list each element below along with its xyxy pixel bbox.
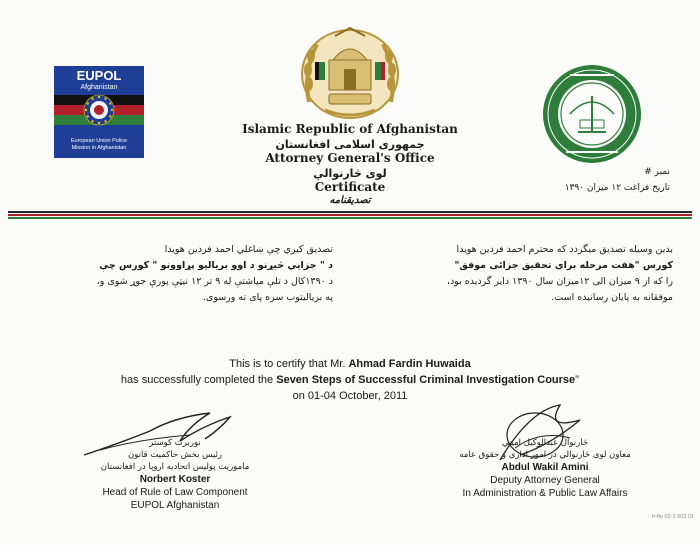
dari-line-4: موفقانه به پایان رسانیده است.	[551, 292, 673, 303]
divider-red	[8, 214, 692, 216]
left-signatory	[65, 437, 285, 512]
pashto-line-3: د ۱۳۹۰کال د تلې میاشتې له ۹ تر ۱۲ نیټې پورې جوړ شوی و،	[96, 276, 333, 287]
eupol-country: Afghanistan	[80, 84, 118, 91]
course-name: Seven Steps of Successful Criminal Investigation Course	[276, 374, 576, 386]
left-signatory-role: Head of Rule of Law Component	[102, 487, 248, 498]
english-line-1-prefix: This is to certify that Mr.	[229, 358, 349, 370]
left-signatory-org-fa: ماموریت پولیس اتحادیه اروپا در افغانستان	[100, 462, 250, 472]
pashto-line-4: په بریالیتوب سره پای ته ورسوی.	[202, 292, 333, 303]
dari-line-2: کورس "هفت مرحله برای تحقیق جزائی موفق"	[454, 260, 673, 271]
left-signatory-name-fa: نوربرت کوستر	[149, 438, 201, 448]
right-signatory	[420, 437, 670, 500]
right-signatory-name: Abdul Wakil Amini	[501, 462, 589, 473]
eupol-mission-line2: Mission in Afghanistan	[71, 145, 127, 151]
office-title-ps: لوی څارنوالي	[313, 167, 387, 180]
right-signatory-name-fa: څارنوال عبدالوکیل امیني	[501, 438, 589, 448]
english-line-3: on 01-04 October, 2011	[292, 390, 408, 402]
country-title-en: Islamic Republic of Afghanistan	[242, 122, 458, 136]
country-title-fa: جمهوری اسلامی افغانستان	[275, 138, 425, 151]
document-code: fr-fte 02-2 002 01	[651, 514, 694, 520]
attorney-general-seal-icon	[540, 62, 644, 166]
eupol-logo	[54, 66, 144, 158]
recipient-name: Ahmad Fardin Huwaida	[348, 358, 471, 370]
certificate-title-fa: تصدیقنامه	[329, 195, 371, 206]
left-signatory-name: Norbert Koster	[139, 474, 211, 485]
divider-green	[8, 217, 692, 219]
right-signatory-dept: In Administration & Public Law Affairs	[462, 488, 628, 499]
english-line-2	[80, 372, 620, 388]
left-signatory-org: EUPOL Afghanistan	[130, 500, 220, 511]
right-signatory-role: Deputy Attorney General	[490, 475, 600, 486]
left-signatory-role-fa: رئیس بخش حاکمیت قانون	[127, 450, 223, 460]
afghanistan-emblem-icon	[295, 22, 405, 122]
english-line-1	[80, 356, 620, 372]
eupol-name: EUPOL	[76, 68, 122, 83]
divider-black	[8, 211, 692, 213]
office-title-en: Attorney General's Office	[265, 151, 435, 165]
course-mark: "	[575, 374, 580, 386]
dari-line-3: را که از ۹ میزان الی ۱۲میزان سال ۱۳۹۰ دایر گردیده بود،	[446, 276, 673, 287]
eupol-mission-line1: European Union Police	[70, 138, 128, 144]
pashto-paragraph	[40, 242, 333, 306]
dari-line-1: بدین وسیله تصدیق میگردد که محترم احمد فردین هویدا	[456, 244, 673, 255]
pashto-line-1: تصدیق کیږي چې ښاغلي احمد فردین هویدا	[164, 244, 333, 255]
right-signatory-role-fa: معاون لوی څارنوالي در امور اداری و حقوق عامه	[459, 450, 631, 460]
graduation-date: تاریخ فراغت ۱۲ میزان ۱۳۹۰	[564, 183, 670, 193]
pashto-line-2: د " جزایي څیړنو د اوو بریالیو پړاوونو " کورس چې	[99, 260, 333, 271]
english-line-2-prefix: has successfully completed the	[120, 374, 277, 386]
dari-paragraph	[380, 242, 673, 306]
certificate-title-en: Certificate	[314, 180, 386, 194]
certificate-number-label: نمبر #	[644, 167, 670, 177]
